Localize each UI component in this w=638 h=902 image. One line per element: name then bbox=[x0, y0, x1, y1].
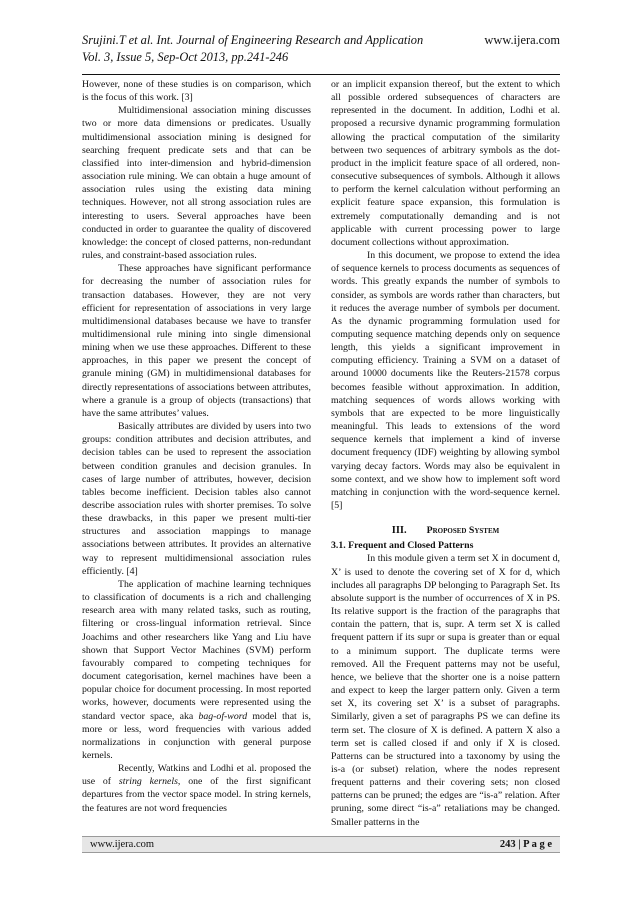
paragraph bbox=[82, 578, 311, 762]
section-number: III. bbox=[391, 525, 407, 537]
paragraph: However, none of these studies is on comparison, which is the focus of this work. [3] bbox=[82, 79, 311, 104]
paragraph: Multidimensional association mining discusses two or more data dimensions or predicates. Usually multidimensional association mining is designed for searching frequent predicate sets and that can be classified into inter-dimension and hybrid-dimension association rule mining. We can obtain a huge amount of association rules using the existing data mining techniques. However, not all strong association rules are interesting to users. Several approaches have been conducted in order to guarantee the quality of discovered knowledge: the concept of closed patterns, non-redundant rules, and constraint-based association rules. bbox=[82, 105, 311, 262]
paragraph-text: Recently, Watkins and Lodhi et al. proposed the use of bbox=[82, 763, 311, 788]
running-header bbox=[82, 32, 560, 66]
journal-website[interactable]: www.ijera.com bbox=[484, 33, 560, 47]
two-column-body bbox=[82, 78, 560, 829]
page-footer bbox=[82, 836, 560, 853]
paragraph bbox=[82, 762, 311, 815]
footer-website[interactable]: www.ijera.com bbox=[90, 839, 155, 850]
paragraph-text: The application of machine learning techniques to classification of documents is a rich and challenging research area with many related tasks, such as routing, filtering or cross-lingual information retrieval. Since Joachims and other researchers like Yang and Liu have shown that Support Vector Machines (SVM) perform favourably compared to competing techniques for document categorisation, kernel machines have been a popular choice for document processing. In most reported works, however, documents were represented using the standard vector space, aka bbox=[82, 578, 311, 722]
right-column bbox=[331, 78, 560, 829]
page-number: 243 | P a g e bbox=[499, 839, 552, 850]
section-heading bbox=[331, 524, 560, 537]
journal-citation: Srujini.T et al. Int. Journal of Engineering Research and Application bbox=[82, 33, 424, 47]
section-title: Proposed System bbox=[426, 525, 500, 537]
paragraph: These approaches have significant performance for decreasing the number of association rules for transaction databases. However, they are not very efficient for representation of associations in very large multidimensional databases because we have to transfer multidimensional rule mining into single dimensional mining when we use these approaches. Different to these approaches, in this paper we present the concept of granule mining (GM) in multidimensional databases for directly representations of associations between attributes, where a granule is a group of objects (transactions) that have the same attributes’ values. bbox=[82, 263, 311, 419]
paragraph: In this document, we propose to extend the idea of sequence kernels to process documents as sequences of words. This greatly expands the number of symbols to consider, as symbols are words rather than characters, but it reduces the average number of symbols per document. As the dynamic programming formulation used for computing sequence matching depends only on sequence length, this yields a significant improvement in computing efficiency. Training a SVM on a dataset of around 10000 documents like the Reuters-21578 corpus becomes feasible without approximation. In addition, matching sequences of words allows working with symbols that are expected to be more linguistically meaningful. This leads to extensions of the word sequence kernels that implement a kind of inverse document frequency (IDF) weighting by allowing symbol varying decay factors. Words may also be equivalent in some context, and we show how to implement soft word matching in conjunction with the word-sequence kernel. [5] bbox=[331, 250, 560, 511]
paragraph: Basically attributes are divided by users into two groups: condition attributes and decision attributes, and decision tables can be used to represent the association between condition granules and decision granules. In cases of large number of attributes, however, decision tables become inefficient. Decision tables also cannot describe association rules with shorter premises. To solve these drawbacks, in this paper we present multi-tier structures and association mappings to manage associations between attributes. It provides an alternative way to represent multidimensional association rules efficiently. [4] bbox=[82, 421, 311, 577]
paragraph: In this module given a term set X in document d, X’ is used to denote the covering set of X for d, which includes all paragraphs DP belonging to Paragraph Set. Its absolute support is the number of occurrences of X in PS. Its relative support is the fraction of the paragraphs that contain the pattern, that is, supr. A term set X is called frequent pattern if its supr or supa is greater than or equal to a minimum support. The duplicate terms were removed. All the Frequent patterns may not be useful, hence, we believe that the shorter one is a noise pattern and expect to keep the larger pattern only. Given a term set X, its covering set X’ is a subset of paragraphs. Similarly, given a set of paragraphs PS we can define its term set. The closure of X is defined. A pattern X also a term set is called closed if and only if X is closed. Patterns can be structured into a taxonomy by using the is-a (or subset) relation, where the nodes represent frequent patterns and their covering sets; non closed patterns can be pruned; the edges are “is-a” relation. After pruning, some direct “is-a” retaliations may be changed. Smaller patterns in the bbox=[331, 553, 560, 828]
paragraph-text: model that is, more or less, word frequencies with various added normalizations in conjunction with general purpose kernels. bbox=[82, 710, 312, 761]
emphasis-text: bag-of-word bbox=[198, 710, 248, 722]
paragraph-text: , one of the first significant departures from the vector space model. In string kernels, the features are not word frequencies bbox=[82, 776, 312, 814]
header-row bbox=[82, 32, 560, 49]
header-rule bbox=[82, 74, 560, 75]
left-column bbox=[82, 78, 311, 829]
subsection-heading: 3.1. Frequent and Closed Patterns bbox=[331, 540, 474, 552]
emphasis-text: string kernels bbox=[118, 776, 178, 788]
volume-info: Vol. 3, Issue 5, Sep-Oct 2013, pp.241-246 bbox=[82, 50, 289, 64]
paragraph: or an implicit expansion thereof, but the extent to which all possible ordered subsequences of characters are represented in the document. In addition, Lodhi et al. proposed a recursive dynamic programming formulation allowing the practical computation of the similarity between two sequences of arbitrary symbols as the dot-product in the implicit feature space of all ordered, non-consecutive subsequences of symbols. Although it allows to perform the kernel calculation without performing an explicit feature space expansion, this formulation is extremely computationally demanding and is not applicable with current processing power to large document collections without approximation. bbox=[331, 79, 560, 248]
